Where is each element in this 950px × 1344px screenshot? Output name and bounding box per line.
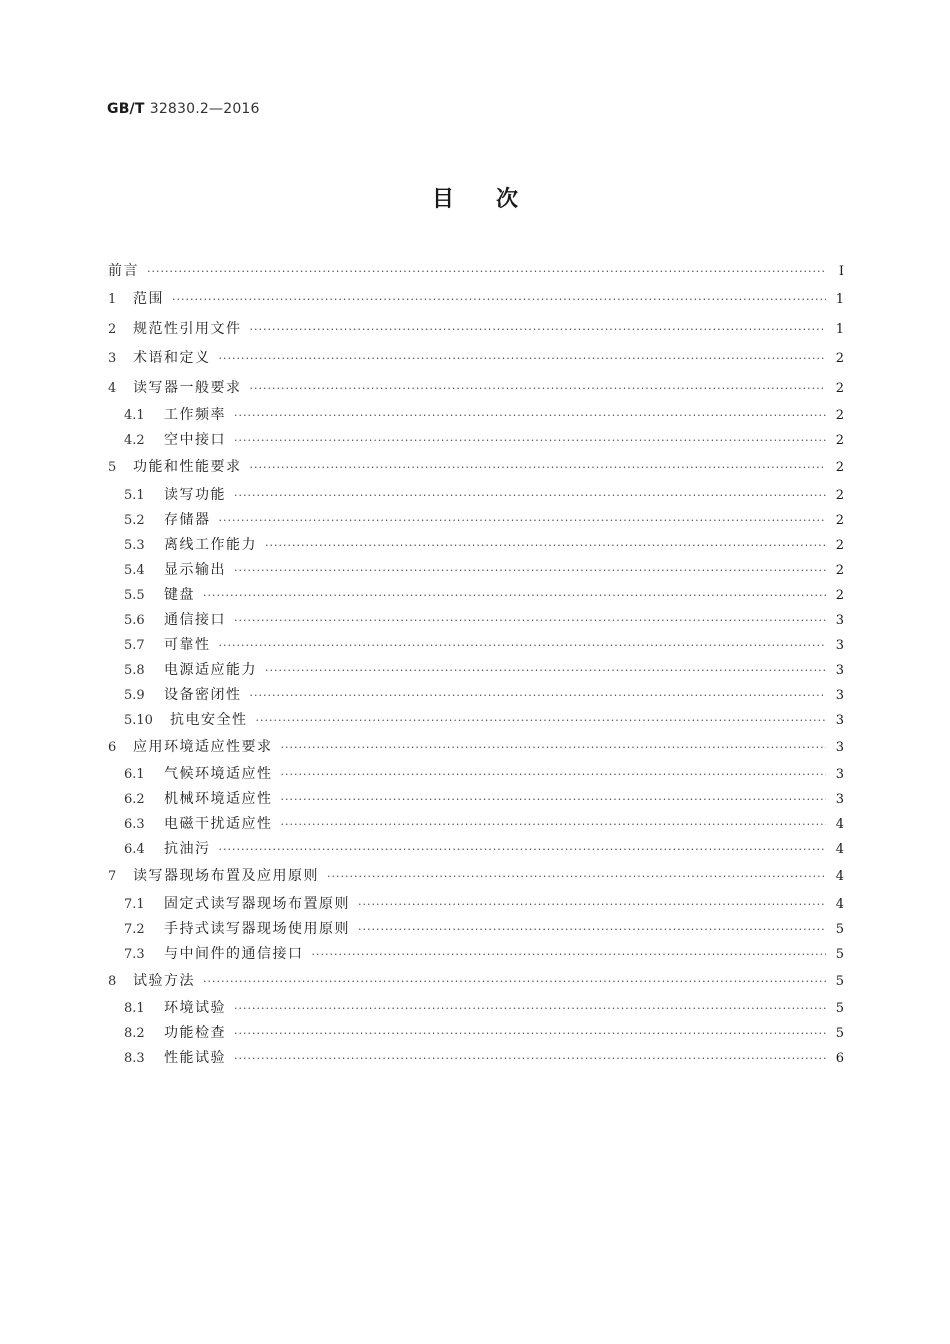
toc-entry-number: 8.1: [124, 1001, 145, 1016]
standard-prefix: GB/T: [107, 101, 145, 117]
toc-entry-number: 6.2: [124, 792, 145, 807]
toc-entry-number: 5.5: [124, 587, 145, 603]
toc-entry-page: 5: [835, 921, 844, 937]
toc-entry[interactable]: [108, 892, 844, 917]
toc-entry[interactable]: [108, 483, 844, 508]
toc-entry-page: 4: [835, 817, 844, 832]
toc-dot-leader: [203, 967, 826, 997]
toc-entry-number: 8.2: [124, 1026, 145, 1041]
toc-dot-leader: [234, 1046, 826, 1071]
toc-dot-leader: [234, 996, 826, 1021]
toc-entry-number: 4: [108, 380, 117, 396]
toc-entry-number: 5.6: [124, 612, 145, 628]
toc-entry-page: 5: [835, 1026, 844, 1041]
toc-entry[interactable]: [108, 1046, 844, 1071]
toc-entry-number: 6.3: [124, 817, 145, 832]
toc-entry-number: 4.1: [124, 408, 145, 423]
toc-entry[interactable]: [108, 608, 844, 633]
toc-entry[interactable]: [108, 633, 844, 658]
toc-entry-number: 5: [108, 460, 117, 475]
toc-entry-label: 试验方法: [133, 972, 195, 989]
toc-entry-number: 6.4: [124, 842, 145, 857]
toc-dot-leader: [234, 483, 826, 508]
toc-entry-page: 3: [835, 712, 844, 728]
toc-entry-label: 抗油污: [164, 841, 211, 857]
toc-dot-leader: [234, 558, 826, 583]
toc-entry-number: 3: [108, 351, 117, 366]
toc-entry-label: 范围: [133, 291, 164, 307]
toc-entry[interactable]: [108, 862, 844, 892]
toc-entry-number: 8.3: [124, 1051, 145, 1066]
toc-entry-number: 5.8: [124, 662, 145, 678]
toc-dot-leader: [219, 344, 827, 374]
toc-entry-page: 3: [835, 767, 844, 782]
toc-dot-leader: [265, 658, 826, 683]
toc-dot-leader: [358, 892, 826, 917]
toc-entry[interactable]: [108, 942, 844, 967]
toc-dot-leader: [250, 683, 827, 708]
toc-entry-label: 功能检查: [164, 1025, 226, 1041]
toc-entry-page: 5: [835, 973, 844, 989]
toc-entry[interactable]: [108, 917, 844, 942]
toc-dot-leader: [219, 633, 827, 658]
toc-dot-leader: [281, 812, 827, 837]
toc-entry-number: 2: [108, 321, 117, 337]
toc-entry-page: 3: [835, 612, 844, 628]
toc-entry-label: 机械环境适应性: [164, 791, 273, 807]
toc-entry[interactable]: [108, 733, 844, 763]
toc-dot-leader: [219, 508, 827, 533]
toc-dot-leader: [256, 708, 827, 733]
toc-entry[interactable]: [108, 344, 844, 374]
toc-dot-leader: [327, 862, 826, 892]
toc-entry-label: 读写功能: [164, 486, 226, 503]
toc-entry-number: 5.3: [124, 537, 145, 553]
toc-entry-label: 功能和性能要求: [133, 459, 242, 475]
toc-entry-page: 4: [835, 869, 844, 884]
toc-entry-page: 2: [835, 512, 844, 528]
toc-entry-number: 7.2: [124, 921, 145, 937]
toc-dot-leader: [219, 837, 827, 862]
toc-entry[interactable]: [108, 428, 844, 453]
toc-entry-page: 2: [835, 408, 844, 423]
toc-entry-number: 7.3: [124, 946, 145, 962]
toc-entry-page: 2: [835, 351, 844, 366]
toc-entry[interactable]: [108, 453, 844, 483]
toc-entry-number: 7: [108, 869, 117, 884]
toc-dot-leader: [234, 608, 826, 633]
toc-entry[interactable]: [108, 403, 844, 428]
toc-entry-label: 空中接口: [164, 432, 226, 448]
toc-entry-page: 2: [835, 433, 844, 448]
toc-entry-page: Ⅰ: [838, 264, 844, 279]
standard-number: 32830.2—2016: [149, 101, 260, 117]
toc-entry[interactable]: [108, 508, 844, 533]
toc-entry-number: 5.10: [124, 712, 153, 728]
toc-entry[interactable]: [108, 996, 844, 1021]
toc-entry-page: 2: [835, 587, 844, 603]
toc-entry[interactable]: [108, 787, 844, 812]
toc-entry-label: 工作频率: [164, 407, 226, 423]
toc-entry-label: 显示输出: [164, 561, 226, 578]
toc-entry-page: 6: [835, 1051, 844, 1066]
toc-dot-leader: [281, 762, 827, 787]
toc-entry-number: 6: [108, 739, 117, 755]
toc-dot-leader: [234, 428, 826, 453]
toc-entry-label: 通信接口: [164, 611, 226, 628]
toc-entry[interactable]: [108, 583, 844, 608]
toc-entry-label: 固定式读写器现场布置原则: [164, 895, 350, 912]
toc-entry[interactable]: [108, 837, 844, 862]
toc-entry-number: 5.4: [124, 562, 145, 578]
toc-entry[interactable]: [108, 762, 844, 787]
toc-entry-label: 电源适应能力: [164, 661, 257, 678]
toc-entry-page: 3: [835, 739, 844, 755]
toc-entry-label: 抗电安全性: [170, 711, 248, 728]
toc-entry-number: 8: [108, 973, 117, 989]
standard-code: [107, 101, 260, 117]
toc-dot-leader: [203, 583, 826, 608]
toc-dot-leader: [358, 917, 826, 942]
toc-entry-label: 性能试验: [164, 1050, 226, 1066]
toc-entry[interactable]: [108, 374, 844, 404]
toc-entry-number: 7.1: [124, 896, 145, 912]
toc-dot-leader: [250, 374, 827, 404]
toc-entry-number: 5.2: [124, 512, 145, 528]
toc-entry[interactable]: [108, 558, 844, 583]
toc-entry-page: 1: [835, 321, 844, 337]
toc-entry[interactable]: [108, 812, 844, 837]
toc-dot-leader: [250, 453, 827, 483]
toc-entry-page: 2: [835, 380, 844, 396]
toc-dot-leader: [147, 258, 826, 286]
toc-entry[interactable]: [108, 967, 844, 997]
toc-entry-label: 读写器一般要求: [133, 379, 242, 396]
toc-dot-leader: [265, 533, 826, 558]
toc-entry-page: 2: [835, 487, 844, 503]
toc-entry-number: 5.1: [124, 487, 145, 503]
toc-entry-page: 3: [835, 662, 844, 678]
table-of-contents: [108, 257, 844, 1071]
toc-entry[interactable]: [108, 1021, 844, 1046]
toc-entry-label: 气候环境适应性: [164, 766, 273, 782]
toc-entry-label: 键盘: [164, 586, 195, 603]
toc-entry-label: 读写器现场布置及应用原则: [133, 868, 319, 884]
toc-entry-page: 3: [835, 637, 844, 653]
toc-entry-label: 手持式读写器现场使用原则: [164, 920, 350, 937]
toc-dot-leader: [281, 787, 827, 812]
toc-entry-label: 前言: [108, 263, 139, 279]
toc-entry[interactable]: [108, 285, 844, 315]
toc-entry-page: 4: [835, 896, 844, 912]
toc-entry-number: 1: [108, 292, 117, 307]
toc-entry-page: 1: [835, 292, 844, 307]
toc-entry-page: 4: [835, 842, 844, 857]
toc-entry[interactable]: [108, 315, 844, 345]
toc-entry[interactable]: [108, 257, 844, 285]
toc-entry-label: 离线工作能力: [164, 536, 257, 553]
toc-entry-number: 5.7: [124, 637, 145, 653]
toc-entry-page: 3: [835, 792, 844, 807]
toc-dot-leader: [312, 942, 827, 967]
toc-entry[interactable]: [108, 533, 844, 558]
toc-entry-label: 与中间件的通信接口: [164, 945, 304, 962]
toc-entry-page: 2: [835, 460, 844, 475]
toc-dot-leader: [234, 403, 826, 428]
toc-entry[interactable]: [108, 708, 844, 733]
toc-title: 目次: [431, 187, 560, 212]
toc-entry-label: 规范性引用文件: [133, 320, 242, 337]
toc-dot-leader: [281, 733, 827, 763]
toc-dot-leader: [234, 1021, 826, 1046]
toc-dot-leader: [250, 315, 827, 345]
toc-entry-number: 5.9: [124, 687, 145, 703]
toc-entry-page: 5: [835, 946, 844, 962]
toc-entry-number: 6.1: [124, 767, 145, 782]
toc-entry-label: 存储器: [164, 511, 211, 528]
toc-entry-label: 设备密闭性: [164, 686, 242, 703]
toc-dot-leader: [172, 285, 826, 315]
toc-entry-label: 可靠性: [164, 636, 211, 653]
toc-entry[interactable]: [108, 658, 844, 683]
toc-entry-number: 4.2: [124, 433, 145, 448]
toc-entry-page: 2: [835, 562, 844, 578]
toc-entry-label: 术语和定义: [133, 350, 211, 366]
toc-entry-page: 2: [835, 537, 844, 553]
toc-entry-page: 3: [835, 687, 844, 703]
toc-entry-label: 环境试验: [164, 1000, 226, 1016]
toc-entry-label: 电磁干扰适应性: [164, 816, 273, 832]
toc-entry-page: 5: [835, 1001, 844, 1016]
toc-entry[interactable]: [108, 683, 844, 708]
toc-entry-label: 应用环境适应性要求: [133, 738, 273, 755]
